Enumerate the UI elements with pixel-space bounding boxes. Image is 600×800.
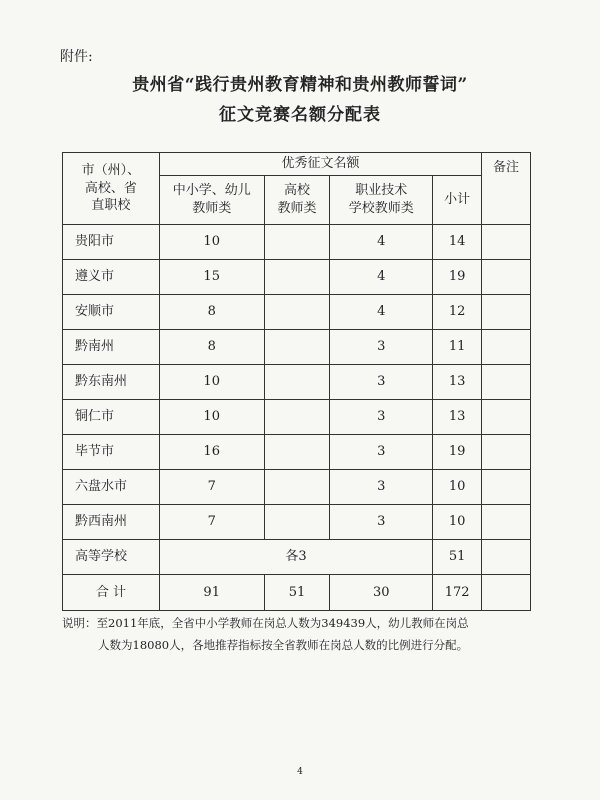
document-title-line1: 贵州省“践行贵州教育精神和贵州教师誓词” bbox=[132, 75, 468, 95]
header-row-1 bbox=[63, 153, 531, 176]
note-line-1: 说明：至2011年底，全省中小学教师在岗总人数为349439人，幼儿教师在岗总 bbox=[62, 616, 469, 630]
subtotal-cell: 13 bbox=[433, 400, 482, 435]
note-column-header: 备注 bbox=[482, 153, 531, 225]
vocational-count-cell: 4 bbox=[330, 260, 433, 295]
primary-count-cell: 10 bbox=[159, 225, 264, 260]
note-cell bbox=[482, 260, 531, 295]
primary-count-cell: 7 bbox=[159, 470, 264, 505]
table-row bbox=[63, 435, 531, 470]
table-row bbox=[63, 400, 531, 435]
subtotal-cell: 19 bbox=[433, 435, 482, 470]
table-row bbox=[63, 260, 531, 295]
subtotal-cell: 13 bbox=[433, 365, 482, 400]
region-cell: 六盘水市 bbox=[63, 470, 160, 505]
total-college-cell: 51 bbox=[264, 575, 330, 611]
college-count-cell bbox=[264, 470, 330, 505]
col-header-college bbox=[264, 176, 330, 225]
subtotal-cell: 11 bbox=[433, 330, 482, 365]
table-row bbox=[63, 330, 531, 365]
document-title-line2: 征文竞赛名额分配表 bbox=[219, 105, 381, 125]
note-cell bbox=[482, 575, 531, 611]
note-cell bbox=[482, 365, 531, 400]
region-cell: 毕节市 bbox=[63, 435, 160, 470]
primary-count-cell: 10 bbox=[159, 365, 264, 400]
college-count-cell bbox=[264, 330, 330, 365]
note-cell bbox=[482, 540, 531, 575]
region-cell: 黔南州 bbox=[63, 330, 160, 365]
note-cell bbox=[482, 400, 531, 435]
subtotal-cell: 10 bbox=[433, 505, 482, 540]
primary-count-cell: 15 bbox=[159, 260, 264, 295]
col-header-vocational bbox=[330, 176, 433, 225]
primary-count-cell: 8 bbox=[159, 295, 264, 330]
vocational-count-cell: 3 bbox=[330, 330, 433, 365]
vocational-count-cell: 4 bbox=[330, 225, 433, 260]
note-cell bbox=[482, 330, 531, 365]
explanation-note bbox=[62, 612, 542, 656]
total-vocational-cell: 30 bbox=[330, 575, 433, 611]
vocational-count-cell: 4 bbox=[330, 295, 433, 330]
subtotal-cell: 12 bbox=[433, 295, 482, 330]
total-label-cell: 合 计 bbox=[63, 575, 160, 611]
college-count-cell bbox=[264, 225, 330, 260]
col-header-primary bbox=[159, 176, 264, 225]
college-span-cell: 各3 bbox=[159, 540, 432, 575]
primary-count-cell: 16 bbox=[159, 435, 264, 470]
note-cell bbox=[482, 470, 531, 505]
total-primary-cell: 91 bbox=[159, 575, 264, 611]
college-count-cell bbox=[264, 435, 330, 470]
college-count-cell bbox=[264, 295, 330, 330]
region-header bbox=[63, 153, 160, 225]
table-row bbox=[63, 295, 531, 330]
region-cell: 安顺市 bbox=[63, 295, 160, 330]
college-count-cell bbox=[264, 260, 330, 295]
quota-allocation-table bbox=[62, 152, 531, 611]
table-row bbox=[63, 225, 531, 260]
note-cell bbox=[482, 505, 531, 540]
region-cell: 高等学校 bbox=[63, 540, 160, 575]
college-count-cell bbox=[264, 400, 330, 435]
table-row bbox=[63, 470, 531, 505]
note-line-2: 人数为18080人，各地推荐指标按全省教师在岗总人数的比例进行分配。 bbox=[98, 638, 469, 652]
region-cell: 铜仁市 bbox=[63, 400, 160, 435]
college-count-cell bbox=[264, 505, 330, 540]
quota-header: 优秀征文名额 bbox=[159, 153, 481, 176]
subtotal-cell: 10 bbox=[433, 470, 482, 505]
col-header-college-text: 高校 教师类 bbox=[277, 183, 317, 216]
vocational-count-cell: 3 bbox=[330, 505, 433, 540]
subtotal-cell: 51 bbox=[433, 540, 482, 575]
subtotal-cell: 19 bbox=[433, 260, 482, 295]
col-header-vocational-text: 职业技术 学校教师类 bbox=[348, 183, 414, 216]
note-cell bbox=[482, 435, 531, 470]
region-cell: 贵阳市 bbox=[63, 225, 160, 260]
vocational-count-cell: 3 bbox=[330, 400, 433, 435]
region-cell: 黔西南州 bbox=[63, 505, 160, 540]
table-row bbox=[63, 365, 531, 400]
primary-count-cell: 10 bbox=[159, 400, 264, 435]
vocational-count-cell: 3 bbox=[330, 365, 433, 400]
note-cell bbox=[482, 295, 531, 330]
table-row bbox=[63, 505, 531, 540]
table-row-total bbox=[63, 575, 531, 611]
page-number: 4 bbox=[297, 767, 303, 777]
college-count-cell bbox=[264, 365, 330, 400]
vocational-count-cell: 3 bbox=[330, 470, 433, 505]
col-header-subtotal: 小计 bbox=[433, 176, 482, 225]
primary-count-cell: 8 bbox=[159, 330, 264, 365]
total-subtotal-cell: 172 bbox=[433, 575, 482, 611]
table-row-higher-ed bbox=[63, 540, 531, 575]
region-cell: 黔东南州 bbox=[63, 365, 160, 400]
attachment-label: 附件: bbox=[60, 49, 93, 65]
note-cell bbox=[482, 225, 531, 260]
col-header-primary-text: 中小学、幼儿 教师类 bbox=[172, 183, 251, 216]
region-header-text: 市（州）、 高校、省 直职校 bbox=[81, 163, 141, 214]
vocational-count-cell: 3 bbox=[330, 435, 433, 470]
primary-count-cell: 7 bbox=[159, 505, 264, 540]
region-cell: 遵义市 bbox=[63, 260, 160, 295]
subtotal-cell: 14 bbox=[433, 225, 482, 260]
